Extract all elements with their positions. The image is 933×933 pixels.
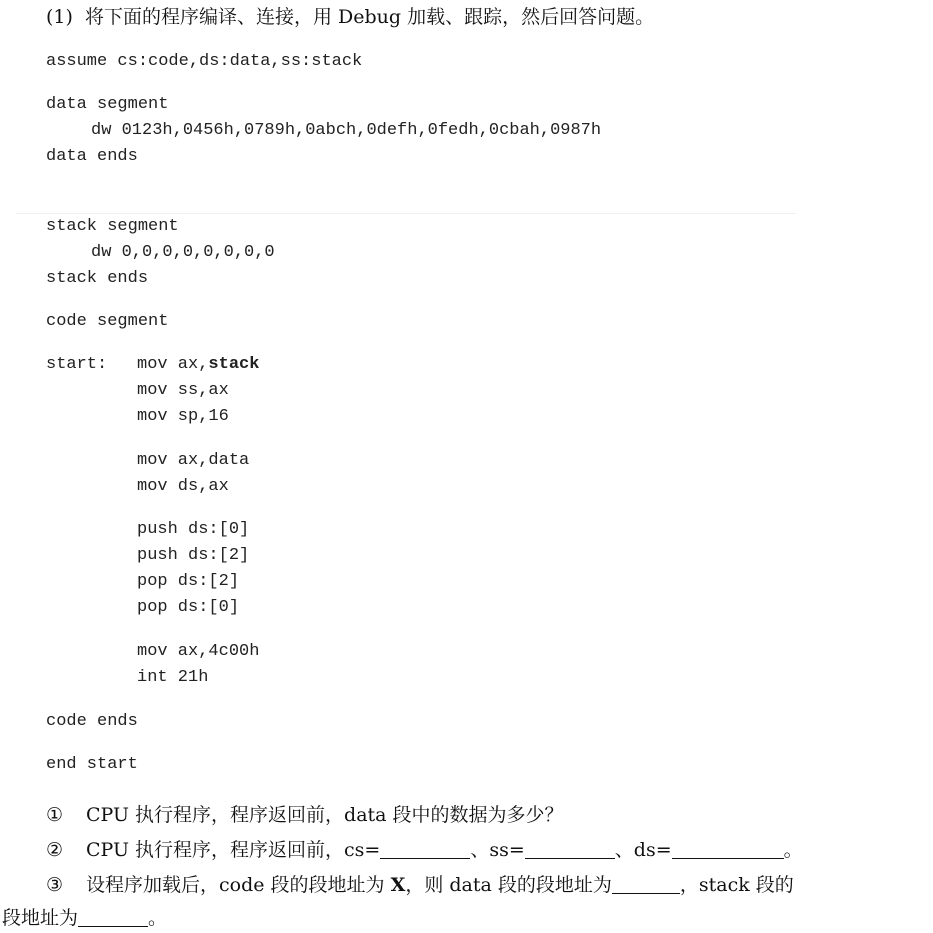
code-code-ends: code ends (46, 712, 138, 731)
question-3-end: 。 (148, 907, 168, 929)
code-line-mov-4c00: mov ax,4c00h (137, 642, 260, 661)
code-code-segment: code segment (46, 312, 169, 331)
question-2-end: 。 (783, 839, 803, 861)
question-3-line-2-text: 段地址为 (2, 907, 79, 929)
question-2-ds-label: 、ds= (614, 839, 672, 861)
code-line-push2: push ds:[2] (137, 546, 250, 565)
question-1-number: ① (46, 804, 64, 826)
question-3-number: ③ (46, 874, 64, 896)
question-3-text-b: ，则 data 段的段地址为 (405, 874, 612, 896)
code-line-mov-ax-data: mov ax,data (137, 451, 250, 470)
data-segment-address-blank[interactable] (612, 875, 680, 894)
code-start-label: start: (46, 355, 108, 374)
code-assume: assume cs:code,ds:data,ss:stack (46, 52, 363, 71)
divider (16, 213, 796, 214)
code-line-mov-ss: mov ss,ax (137, 381, 229, 400)
code-data-dw: dw 0123h,0456h,0789h,0abch,0defh,0fedh,0cbah,0987h (91, 121, 602, 140)
question-2-text: CPU 执行程序，程序返回前，cs= (86, 839, 381, 861)
question-1 (46, 800, 564, 827)
question-3-x: X (390, 874, 406, 896)
code-line-pop2: pop ds:[2] (137, 572, 240, 591)
code-stack-segment: stack segment (46, 217, 179, 236)
question-2-number: ② (46, 839, 64, 861)
code-line-int21: int 21h (137, 668, 209, 687)
question-2-ss-label: 、ss= (470, 839, 525, 861)
question-2 (46, 835, 803, 862)
question-3-text-a: 设程序加载后，code 段的段地址为 (86, 874, 385, 896)
exercise-heading: (1) 将下面的程序编译、连接，用 Debug 加载、跟踪，然后回答问题。 (46, 6, 655, 28)
code-line-mov-ds: mov ds,ax (137, 477, 229, 496)
code-line-pop0: pop ds:[0] (137, 598, 240, 617)
code-stack-ends: stack ends (46, 269, 149, 288)
code-line-mov-ax-stack (137, 355, 259, 374)
question-3-text-c: ，stack 段的 (679, 874, 794, 896)
cs-answer-blank[interactable] (380, 840, 470, 859)
code-end-start: end start (46, 755, 138, 774)
question-3-line-2 (2, 903, 167, 930)
question-1-text: CPU 执行程序，程序返回前，data 段中的数据为多少？ (86, 804, 564, 826)
stack-segment-address-blank[interactable] (78, 908, 148, 927)
question-3-line-1 (46, 870, 794, 897)
code-mov-ax-prefix: mov ax, (137, 355, 209, 374)
code-line-push0: push ds:[0] (137, 520, 250, 539)
code-data-segment: data segment (46, 95, 169, 114)
code-stack-keyword: stack (208, 355, 260, 374)
code-data-ends: data ends (46, 147, 138, 166)
code-line-mov-sp: mov sp,16 (137, 407, 229, 426)
code-stack-dw: dw 0,0,0,0,0,0,0,0 (91, 243, 275, 262)
ss-answer-blank[interactable] (525, 840, 615, 859)
ds-answer-blank[interactable] (672, 840, 784, 859)
